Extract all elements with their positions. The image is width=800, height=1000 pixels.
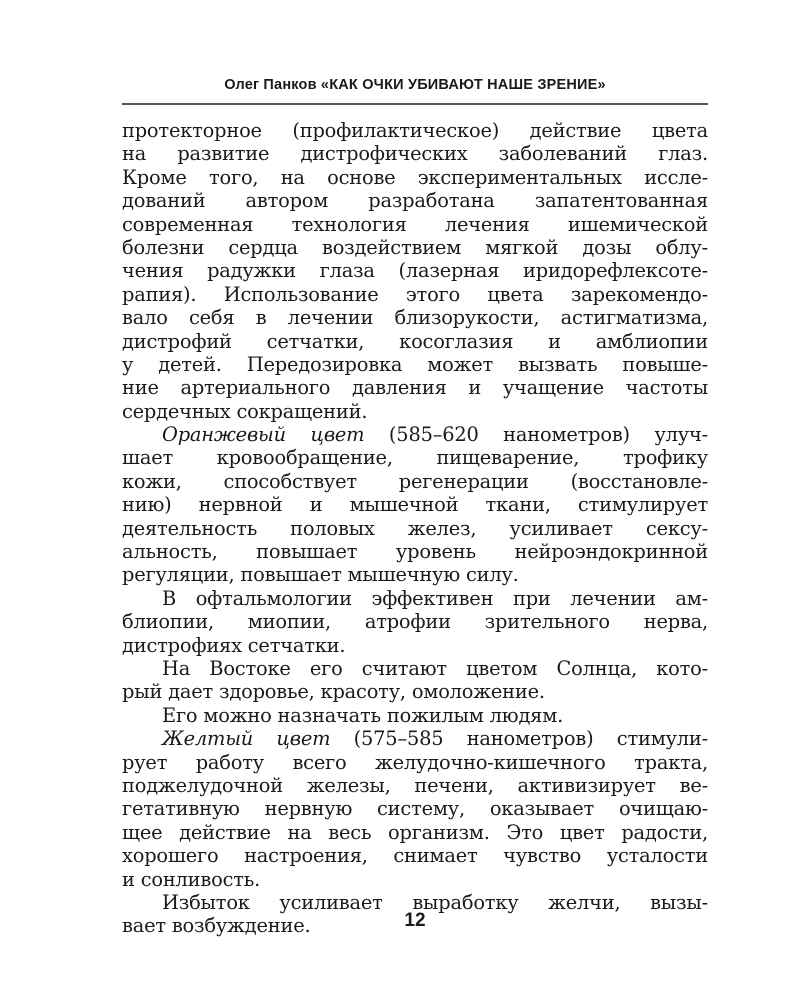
text-line: сердечных сокращений. <box>122 399 368 423</box>
text-line: поджелудочной железы, печени, активизирует ве- <box>122 773 708 797</box>
text-line: рый дает здоровье, красоту, омоложение. <box>122 680 545 704</box>
text-line: дистрофиях сетчатки. <box>122 633 346 657</box>
term-orange-color: Оранжевый цвет <box>162 423 365 447</box>
text-line: деятельность половых желез, усиливает сексу- <box>122 516 708 540</box>
paragraph-first-line: Избыток усиливает выработку желчи, вызы- <box>162 890 708 914</box>
text-line: болезни сердца воздействием мягкой дозы облу- <box>122 235 708 259</box>
text-line: регуляции, повышает мышечную силу. <box>122 563 519 587</box>
text-line: рапия). Использование этого цвета зарекомендо- <box>122 282 708 306</box>
text-line: нию) нервной и мышечной ткани, стимулирует <box>122 493 708 517</box>
text-line: хорошего настроения, снимает чувство усталости <box>122 844 708 868</box>
header-rule <box>122 103 708 105</box>
paragraph-first-line: В офтальмологии эффективен при лечении ам- <box>162 586 708 610</box>
text-line: современная технология лечения ишемической <box>122 212 708 236</box>
paragraph-first-line: На Востоке его считают цветом Солнца, кото- <box>162 656 708 680</box>
text-line: Кроме того, на основе экспериментальных иссле- <box>122 165 708 189</box>
text-line: и сонливость. <box>122 867 261 891</box>
term-yellow-color: Желтый цвет <box>162 727 331 751</box>
text-line: протекторное (профилактическое) действие цвета <box>122 119 708 142</box>
line-remainder: (575–585 нанометров) стимули- <box>330 727 708 751</box>
body-text <box>122 119 708 938</box>
text-line: гетативную нервную систему, оказывает очищаю- <box>122 797 708 821</box>
text-line: рует работу всего желудочно-кишечного тракта, <box>122 750 708 774</box>
text-line: дований автором разработана запатентованная <box>122 189 708 213</box>
text-line: блиопии, миопии, атрофии зрительного нерва, <box>122 610 708 634</box>
text-line: на развитие дистрофических заболеваний глаз. <box>122 142 708 166</box>
text-line: чения радужки глаза (лазерная иридорефлексоте- <box>122 259 708 283</box>
text-line: вало себя в лечении близорукости, астигматизма, <box>122 306 708 330</box>
text-line: дистрофий сетчатки, косоглазия и амблиопии <box>122 329 708 353</box>
paragraph-first-line <box>122 727 708 750</box>
text-line: кожи, способствует регенерации (восстановле- <box>122 469 708 493</box>
text-line: щее действие на весь организм. Это цвет радости, <box>122 820 708 844</box>
line-remainder: (585–620 нанометров) улуч- <box>364 423 708 447</box>
text-line: вает возбуждение. <box>122 914 311 938</box>
running-header: Олег Панков «КАК ОЧКИ УБИВАЮТ НАШЕ ЗРЕНИЕ» <box>224 77 606 93</box>
paragraph-first-line <box>122 423 708 446</box>
page-number: 12 <box>404 910 426 931</box>
text-line: альность, повышает уровень нейроэндокринной <box>122 540 708 564</box>
text-line: у детей. Передозировка может вызвать повыше- <box>122 352 708 376</box>
paragraph-first-line: Его можно назначать пожилым людям. <box>162 703 564 727</box>
text-line: ние артериального давления и учащение частоты <box>122 376 708 400</box>
text-line: шает кровообращение, пищеварение, трофику <box>122 446 708 470</box>
